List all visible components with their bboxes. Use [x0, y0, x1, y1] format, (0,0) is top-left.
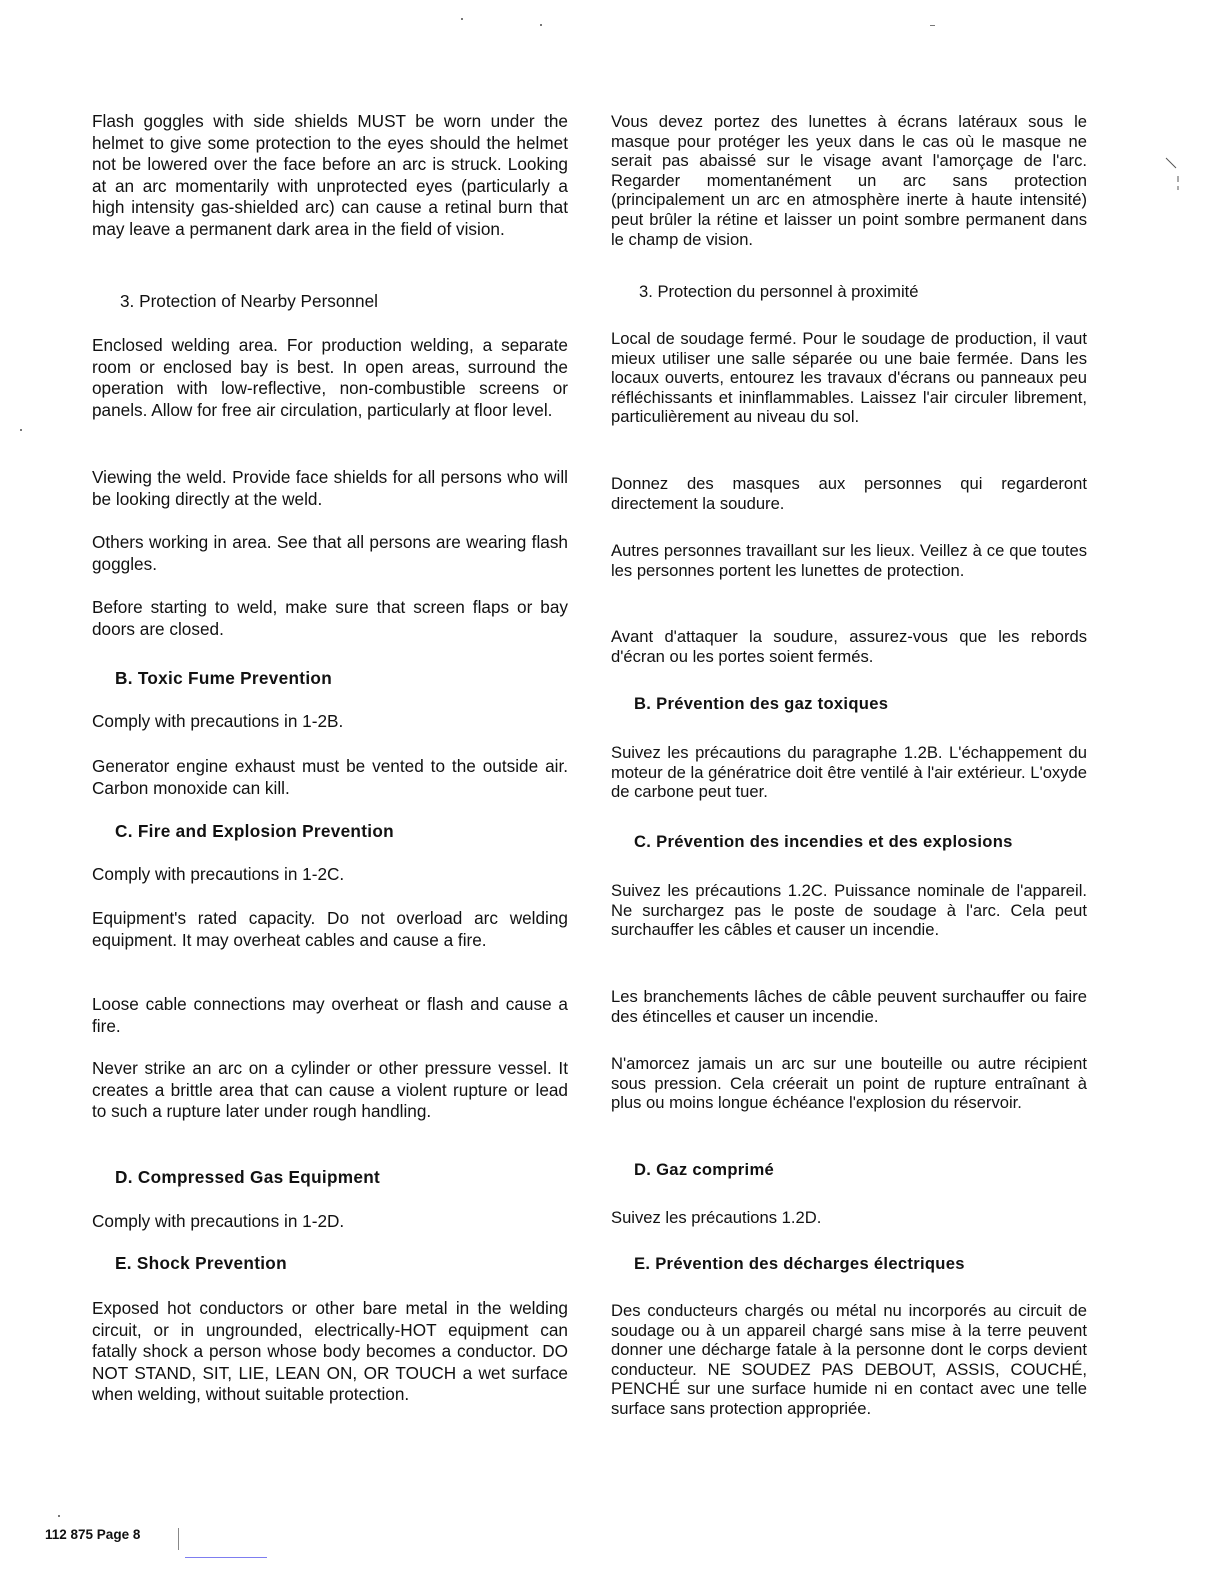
comply-1-2b-paragraph: Comply with precautions in 1-2B. [92, 711, 344, 731]
conducteurs-charges-paragraph: Des conducteurs chargés ou métal nu incorporés au circuit de soudage ou à un appareil chargé sans mise à la terre peuvent donner une décharge fatale à la personne dont le corps devient conducteur. NE SOUDEZ PAS DEBOUT, ASSIS, COUCHÉ, PENCHÉ sur une surface humide ni en contact avec une telle surface sans protection appropriée. [611, 1301, 1087, 1418]
echappement-paragraph: Suivez les précautions du paragraphe 1.2B. L'échappement du moteur de la génératrice doit être ventilé à l'air extérieur. L'oxyde de carbone peut tuer. [611, 743, 1087, 802]
autres-personnes-paragraph: Autres personnes travaillant sur les lieux. Veillez à ce que toutes les personnes portent les lunettes de protection. [611, 541, 1087, 580]
avant-attaquer-paragraph: Avant d'attaquer la soudure, assurez-vous que les rebords d'écran ou les portes soient fermés. [611, 627, 1087, 666]
enclosed-welding-area-paragraph: Enclosed welding area. For production welding, a separate room or enclosed bay is best. In open areas, surround the operation with low-reflective, non-combustible screens or panels. Allow for free air circulation, particularly at floor level. [92, 335, 568, 420]
loose-cable-paragraph: Loose cable connections may overheat or flash and cause a fire. [92, 994, 568, 1036]
suivez-1-2d-paragraph: Suivez les précautions 1.2D. [611, 1208, 822, 1227]
engine-exhaust-paragraph: Generator engine exhaust must be vented to the outside air. Carbon monoxide can kill. [92, 756, 568, 798]
scan-speck [540, 24, 542, 26]
comply-1-2c-paragraph: Comply with precautions in 1-2C. [92, 864, 345, 884]
incendies-explosions-heading: C. Prévention des incendies et des explosions [634, 832, 1013, 851]
others-working-paragraph: Others working in area. See that all persons are wearing flash goggles. [92, 532, 568, 574]
nearby-personnel-subheading: 3. Protection of Nearby Personnel [120, 291, 378, 311]
rated-capacity-paragraph: Equipment's rated capacity. Do not overload arc welding equipment. It may overheat cables and cause a fire. [92, 908, 568, 950]
protection-personnel-subheading: 3. Protection du personnel à proximité [639, 282, 919, 301]
shock-prevention-heading: E. Shock Prevention [115, 1253, 287, 1273]
viewing-weld-paragraph: Viewing the weld. Provide face shields for all persons who will be looking directly at the weld. [92, 467, 568, 509]
footer-tick-mark [178, 1528, 179, 1550]
margin-bracket-mark [1164, 152, 1184, 192]
gaz-comprime-heading: D. Gaz comprimé [634, 1160, 775, 1179]
toxic-fume-heading: B. Toxic Fume Prevention [115, 668, 332, 688]
branchements-laches-paragraph: Les branchements lâches de câble peuvent surchauffer ou faire des étincelles et causer un incendie. [611, 987, 1087, 1026]
amorcez-jamais-paragraph: N'amorcez jamais un arc sur une bouteille ou autre récipient sous pression. Cela créerait un point de rupture entraînant à plus ou moins longue échéance l'explosion du réservoir. [611, 1054, 1087, 1113]
lunettes-paragraph: Vous devez portez des lunettes à écrans latéraux sous le masque pour protéger les yeux dans le cas où le masque ne serait pas abaissé sur le visage avant l'amorçage de l'arc. Regarder momentanément un arc sans protection (principalement un arc en atmosphère inerte à haute intensité) peut brûler la rétine et laisser un point sombre permanent dans le champ de vision. [611, 112, 1087, 249]
local-soudage-paragraph: Local de soudage fermé. Pour le soudage de production, il vaut mieux utiliser une salle séparée ou une baie fermée. Dans les locaux ouverts, entourez les travaux d'écrans ou panneaux peu réfléchissants et ininflammables. Laissez l'air circuler librement, particulièrement au niveau du sol. [611, 329, 1087, 427]
screen-flaps-paragraph: Before starting to weld, make sure that screen flaps or bay doors are closed. [92, 597, 568, 639]
footer-rule-line [185, 1557, 267, 1558]
exposed-conductors-paragraph: Exposed hot conductors or other bare metal in the welding circuit, or in ungrounded, electrically-HOT equipment can fatally shock a person whose body becomes a conductor. DO NOT STAND, SIT, LIE, LEAN ON, OR TOUCH a wet surface when welding, without suitable protection. [92, 1298, 568, 1405]
scan-speck [20, 429, 22, 431]
fire-explosion-heading: C. Fire and Explosion Prevention [115, 821, 394, 841]
scan-speck [58, 1515, 60, 1517]
comply-1-2d-paragraph: Comply with precautions in 1-2D. [92, 1211, 345, 1231]
compressed-gas-heading: D. Compressed Gas Equipment [115, 1167, 381, 1187]
flash-goggles-paragraph: Flash goggles with side shields MUST be worn under the helmet to give some protection to the eyes should the helmet not be lowered over the face before an arc is struck. Looking at an arc momentarily with unprotected eyes (particularly a high intensity gas-shielded arc) can cause a retinal burn that may leave a permanent dark area in the field of vision. [92, 111, 568, 239]
gaz-toxiques-heading: B. Prévention des gaz toxiques [634, 694, 889, 713]
puissance-nominale-paragraph: Suivez les précautions 1.2C. Puissance nominale de l'appareil. Ne surchargez pas le poste de soudage à l'arc. Cela peut surchauffer les câbles et causer un incendie. [611, 881, 1087, 940]
scan-speck [461, 18, 463, 20]
donnez-masques-paragraph: Donnez des masques aux personnes qui regarderont directement la soudure. [611, 474, 1087, 513]
decharges-electriques-heading: E. Prévention des décharges électriques [634, 1254, 965, 1273]
scan-speck [930, 25, 935, 26]
never-strike-arc-paragraph: Never strike an arc on a cylinder or other pressure vessel. It creates a brittle area that can cause a violent rupture or lead to such a rupture later under rough handling. [92, 1058, 568, 1122]
page-footer-label: 112 875 Page 8 [45, 1527, 141, 1542]
